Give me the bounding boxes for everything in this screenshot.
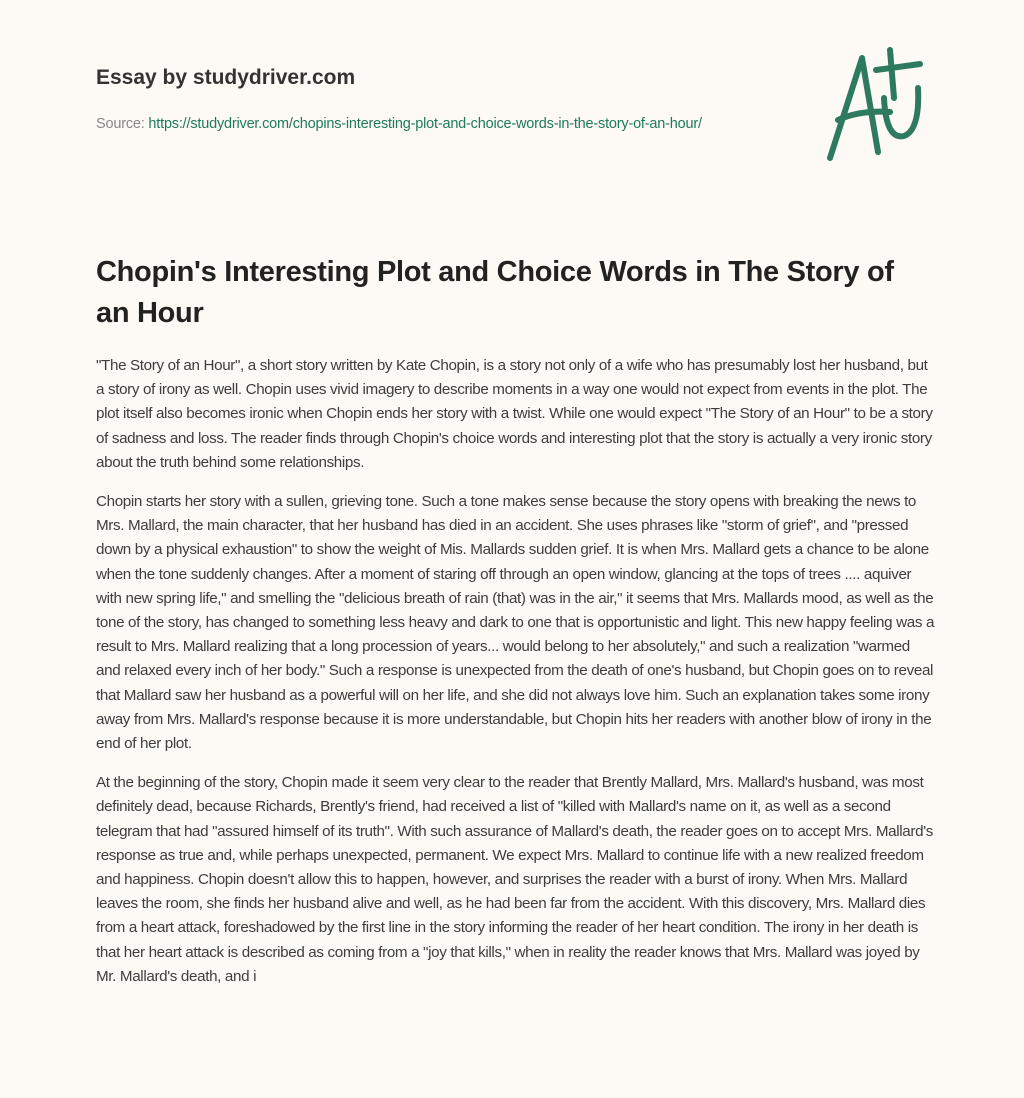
paragraph: Chopin starts her story with a sullen, grieving tone. Such a tone makes sense because the story opens with breaking the news to Mrs. Mallard, the main character, that her husband has died in an accident. She uses phrases like "storm of grief", and "pressed down by a physical exhaustion" to show the weight of Mis. Mallards sudden grief. It is when Mrs. Mallard gets a chance to be alone when the tone suddenly changes. After a moment of staring off through an open window, glancing at the tops of trees .... aquiver with new spring life," and smelling the "delicious breath of rain (that) was in the air," it seems that Mrs. Mallards mood, as well as the tone of the story, has changed to something less heavy and dark to one that is opportunistic and light. This new happy feeling was a result to Mrs. Mallard realizing that a long procession of years... would belong to her absolutely," and such a realization "warmed and relaxed every inch of her body." Such a response is unexpected from the death of one's husband, but Chopin goes on to reveal that Mallard saw her husband as a powerful will on her life, and she did not always love him. Such an explanation takes some irony away from Mrs. Mallard's response because it is more understandable, but Chopin hits her readers with another blow of irony in the end of her plot.	[96, 493, 935, 753]
paragraph: At the beginning of the story, Chopin made it seem very clear to the reader that Brently Mallard, Mrs. Mallard's husband, was most definitely dead, because Richards, Brently's friend, had received a list of "killed with Mallard's name on it, as well as a second telegram that had "assured himself of its truth". With such assurance of Mallard's death, the reader goes on to accept Mrs. Mallard's response as true and, while perhaps unexpected, permanent. We expect Mrs. Mallard to continue life with a new realized freedom and happiness. Chopin doesn't allow this to happen, however, and surprises the reader with a burst of irony. When Mrs. Mallard leaves the room, she finds her husband alive and well, as he had been far from the accident. With this discovery, Mrs. Mallard dies from a heart attack, foreshadowed by the first line in the story informing the reader of her heart condition. The irony in her death is that her heart attack is described as coming from a "joy that kills," when in reality the reader knows that Mrs. Mallard was joyed by Mr. Mallard's death, and i	[96, 774, 933, 985]
source-label: Source:	[96, 116, 145, 132]
essay-title: Chopin's Interesting Plot and Choice Words in The Story of an Hour	[96, 256, 894, 329]
brand-title: Essay by studydriver.com	[96, 66, 356, 89]
page-header	[0, 0, 1024, 200]
source-link[interactable]: https://studydriver.com/chopins-interesting-plot-and-choice-words-in-the-story-of-an-hour/	[148, 116, 702, 132]
a-plus-logo-icon	[820, 40, 930, 175]
essay-body	[96, 354, 936, 1004]
source-line	[96, 112, 776, 136]
paragraph: "The Story of an Hour", a short story written by Kate Chopin, is a story not only of a wife who has presumably lost her husband, but a story of irony as well. Chopin uses vivid imagery to describe moments in a way one would not expect from events in the plot. The plot itself also becomes ironic when Chopin ends her story with a twist. While one would expect "The Story of an Hour" to be a story of sadness and loss. The reader finds through Chopin's choice words and interesting plot that the story is actually a very ironic story about the truth behind some relationships.	[96, 357, 933, 471]
